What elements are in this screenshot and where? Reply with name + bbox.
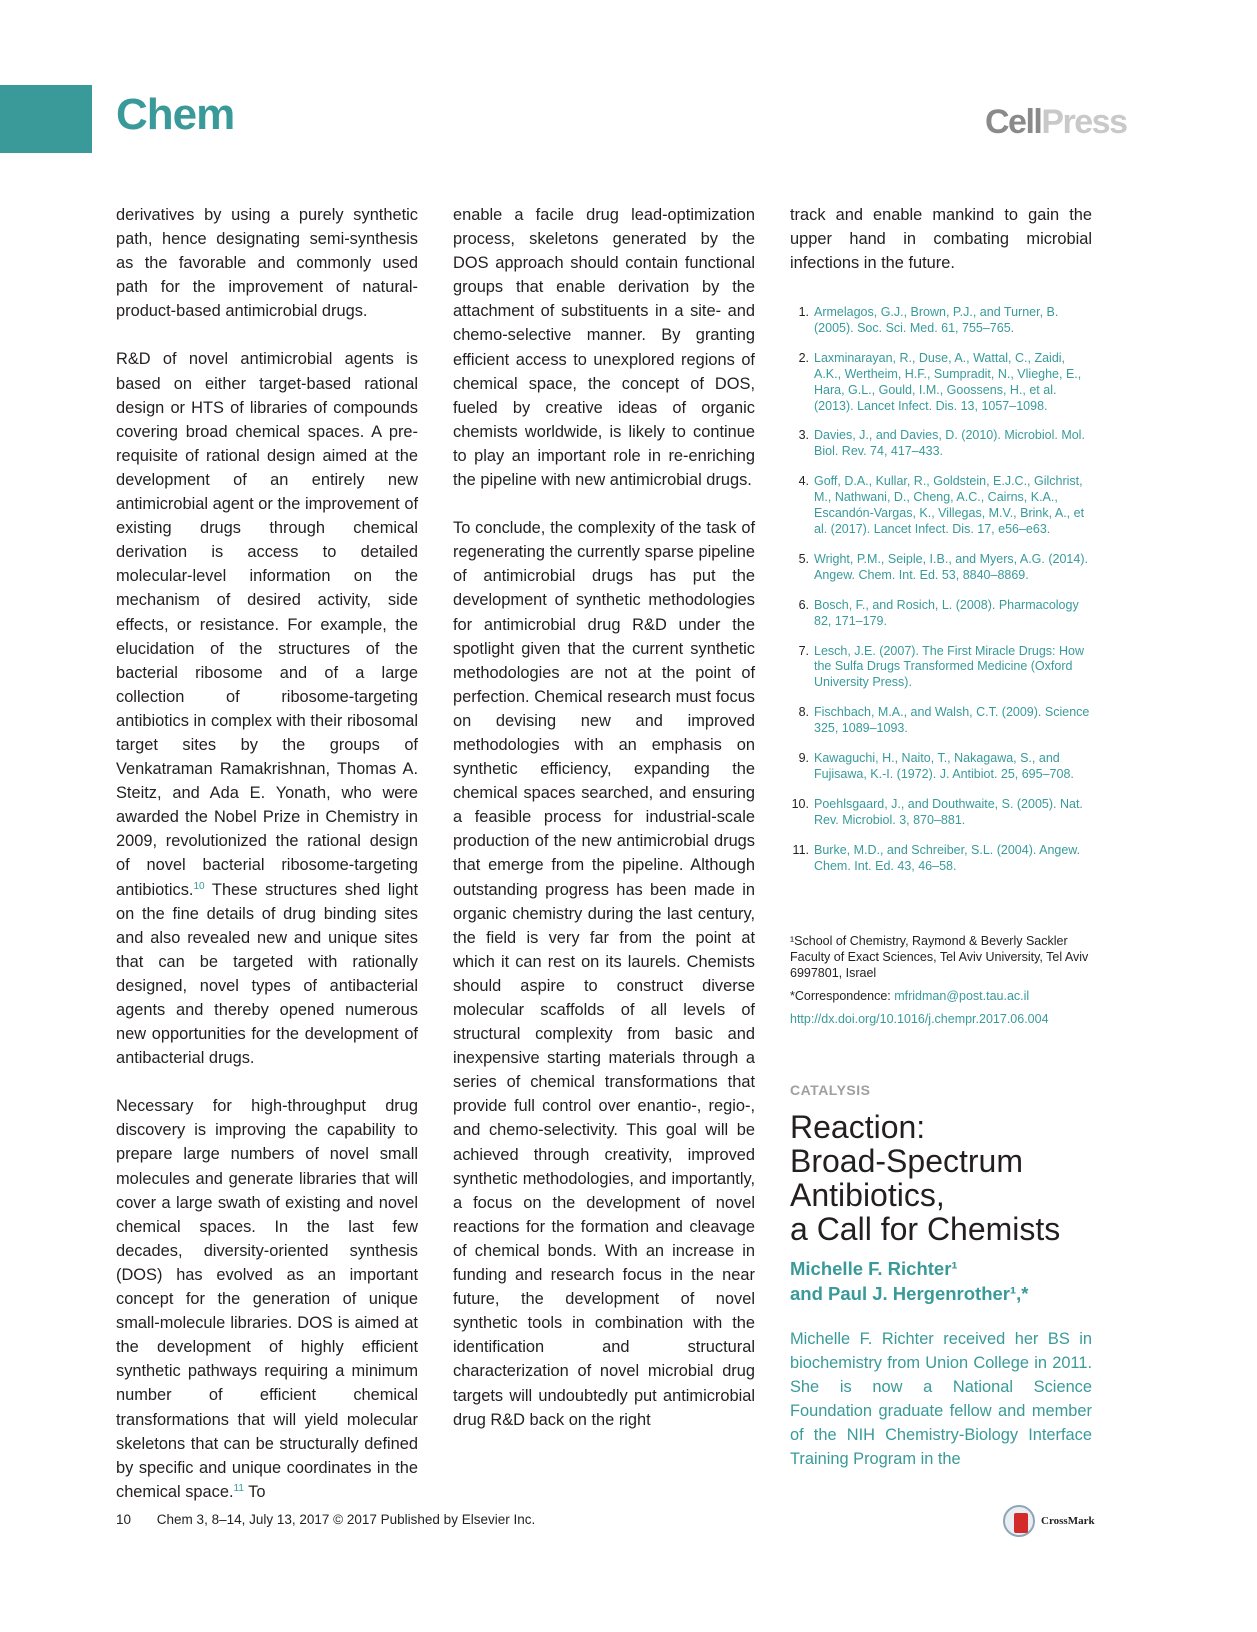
col1-paragraph-2: R&D of novel antimicrobial agents is based on either target-based rational design or HTS of libraries of compounds covering broad chemical spaces. A pre-requisite of rational design aimed at the development of an entirely new antimicrobial agent or the improvement of existing drugs through chemical derivation is access to detailed molecular-level information on the mechanism of desired activity, side effects, or resistance. For example, the elucidation of the structures of the bacterial ribosome and of a large collection of ribosome-targeting antibiotics in complex with their ribosomal target sites by the groups of Venkatraman Ramakrishnan, Thomas A. Steitz, and Ada E. Yonath, who were awarded the Nobel Prize in Chemistry in 2009, revolutionized the rational design of novel bacterial ribosome-targeting antibiotics.$^{10}$ These structures shed light on the fine details of drug binding sites and also revealed new and unique sites that can be targeted with rationally designed, novel types of antibacterial agents and thereby opened numerous new opportunities for the development of antibacterial drugs. <box>116 350 418 1068</box>
reference-item[interactable]: 5. Wright, P.M., Seiple, I.B., and Myers, A.G. (2014). Angew. Chem. Int. Ed. 53, 8840–8869. <box>798 551 1088 582</box>
page-number: 10 <box>116 1512 132 1527</box>
column-3 <box>790 203 1092 275</box>
crossmark-icon <box>1003 1505 1035 1537</box>
affiliation-block <box>790 934 1095 1035</box>
citation-10[interactable]: 10 <box>193 880 205 892</box>
journal-title: Chem <box>116 90 235 139</box>
correspondence-email[interactable]: mfridman@post.tau.ac.il <box>894 988 1030 1003</box>
col2-paragraph-2: To conclude, the complexity of the task of regenerating the currently sparse pipeline of antimicrobial drugs has put the development of synthetic methodologies for antimicrobial drug R&D under the spotlight given that the current synthetic methodologies are not at the point of perfection. Chemical research must focus on devising new and improved methodologies with an emphasis on synthetic efficiency, expanding the chemical spaces searched, and ensuring a feasible process for industrial-scale production of the new antimicrobial drugs that emerge from the pipeline. Although outstanding progress has been made in organic chemistry during the last century, the field is very far from the point at which it can rest on its laurels. Chemists should aspire to construct diverse molecular scaffolds of all levels of structural complexity from basic and inexpensive starting materials through a series of chemical transformations that provide full control over enantio-, regio-, and chemo-selectivity. This goal will be achieved through creativity, improved synthetic methodologies, and importantly, a focus on the development of novel reactions for the formation and cleavage of chemical bonds. With an increase in funding and research focus in the near future, the development of novel synthetic tools in combination with the identification and structural characterization of novel microbial drug targets will undoubtedly put antimicrobial drug R&D back on the right <box>453 519 755 1429</box>
affiliation-address: ¹School of Chemistry, Raymond & Beverly Sackler Faculty of Exact Sciences, Tel Aviv University, Tel Aviv 6997801, Israel <box>790 934 1089 980</box>
col2-paragraph-1: enable a facile drug lead-optimization process, skeletons generated by the DOS approach should contain functional groups that enable derivation by the attachment of substituents in a site- and chemo-selective manner. By granting efficient access to unexplored regions of chemical space, the concept of DOS, fueled by creative ideas of organic chemists worldwide, is likely to continue to play an important role in re-enriching the pipeline with new antimicrobial drugs. <box>453 206 755 490</box>
reference-item[interactable]: 9. Kawaguchi, H., Naito, T., Nakagawa, S., and Fujisawa, K.-I. (1972). J. Antibiot. 25, 695–708. <box>798 751 1074 781</box>
reference-list <box>790 305 1092 888</box>
column-1 <box>116 203 418 1504</box>
correspondence: *Correspondence: mfridman@post.tau.ac.il <box>790 988 1030 1003</box>
footer <box>116 1512 535 1527</box>
reference-item[interactable]: 3. Davies, J., and Davies, D. (2010). Microbiol. Mol. Biol. Rev. 74, 417–433. <box>798 428 1085 459</box>
footer-citation: Chem 3, 8–14, July 13, 2017 © 2017 Published by Elsevier Inc. <box>156 1512 536 1527</box>
reference-item[interactable]: 10. Poehlsgaard, J., and Douthwaite, S. (2005). Nat. Rev. Microbiol. 3, 870–881. <box>791 796 1083 827</box>
publisher-press: Press <box>1041 103 1127 141</box>
reference-item[interactable]: 4. Goff, D.A., Kullar, R., Goldstein, E.J.C., Gilchrist, M., Nathwani, D., Cheng, A.C., Cairns, K.A., Escandón-Vargas, K., Villegas, M.V., Brink, A., et al. (2017). Lancet Infect. Dis. 17, e56–e63. <box>798 474 1085 536</box>
reference-item[interactable]: 8. Fischbach, M.A., and Walsh, C.T. (2009). Science 325, 1089–1093. <box>798 705 1090 736</box>
reference-item[interactable]: 2. Laxminarayan, R., Duse, A., Wattal, C., Zaidi, A.K., Wertheim, H.F., Sumpradit, N., Vlieghe, E., Hara, G.L., Gould, I.M., Goossens, H., et al. (2013). Lancet Infect. Dis. 13, 1057–1098. <box>798 350 1082 413</box>
reference-item[interactable]: 1. Armelagos, G.J., Brown, P.J., and Turner, B. (2005). Soc. Sci. Med. 61, 755–765. <box>798 305 1059 335</box>
publisher-logo <box>985 103 1127 142</box>
crossmark-label: CrossMark <box>1041 1515 1095 1527</box>
publisher-cell: Cell <box>985 103 1042 141</box>
col3-paragraph-1: track and enable mankind to gain the upper hand in combating microbial infections in the future. <box>790 206 1092 273</box>
header-color-block <box>0 85 92 153</box>
section-label: CATALYSIS <box>790 1082 871 1098</box>
citation-11[interactable]: 11 <box>233 1482 244 1494</box>
author-1[interactable]: Michelle F. Richter¹ <box>790 1258 958 1279</box>
reference-item[interactable]: 6. Bosch, F., and Rosich, L. (2008). Pharmacology 82, 171–179. <box>798 597 1079 628</box>
column-2 <box>453 203 755 1432</box>
col1-paragraph-1: derivatives by using a purely synthetic path, hence designating semi-synthesis as the favorable and commonly used path for the improvement of natural-product-based antimicrobial drugs. <box>116 206 418 321</box>
article-title: Reaction: Broad-Spectrum Antibiotics, a Call for Chemists <box>790 1109 1061 1247</box>
authors <box>790 1256 1110 1306</box>
reference-item[interactable]: 11. Burke, M.D., and Schreiber, S.L. (2004). Angew. Chem. Int. Ed. 43, 46–58. <box>792 842 1081 873</box>
reference-item[interactable]: 7. Lesch, J.E. (2007). The First Miracle Drugs: How the Sulfa Drugs Transformed Medicine (Oxford University Press). <box>798 643 1084 690</box>
author-bio: Michelle F. Richter received her BS in biochemistry from Union College in 2011. She is now a National Science Foundation graduate fellow and member of the NIH Chemistry-Biology Interface Training Program in the <box>790 1330 1092 1469</box>
doi-link[interactable]: http://dx.doi.org/10.1016/j.chempr.2017.06.004 <box>790 1011 1049 1026</box>
col1-paragraph-3: Necessary for high-throughput drug discovery is improving the capability to prepare large numbers of novel small molecules and generate libraries that will cover a large swath of existing and novel chemical spaces. In the last few decades, diversity-oriented synthesis (DOS) has evolved as an important concept for the generation of unique small-molecule libraries. DOS is aimed at the development of highly efficient synthetic pathways requiring a minimum number of efficient chemical transformations that will yield molecular skeletons that can be structurally defined by specific and unique coordinates in the chemical space.$^{11}$ To <box>116 1097 418 1501</box>
author-2[interactable]: and Paul J. Hergenrother¹,* <box>790 1283 1029 1304</box>
crossmark-badge[interactable] <box>1003 1505 1113 1539</box>
